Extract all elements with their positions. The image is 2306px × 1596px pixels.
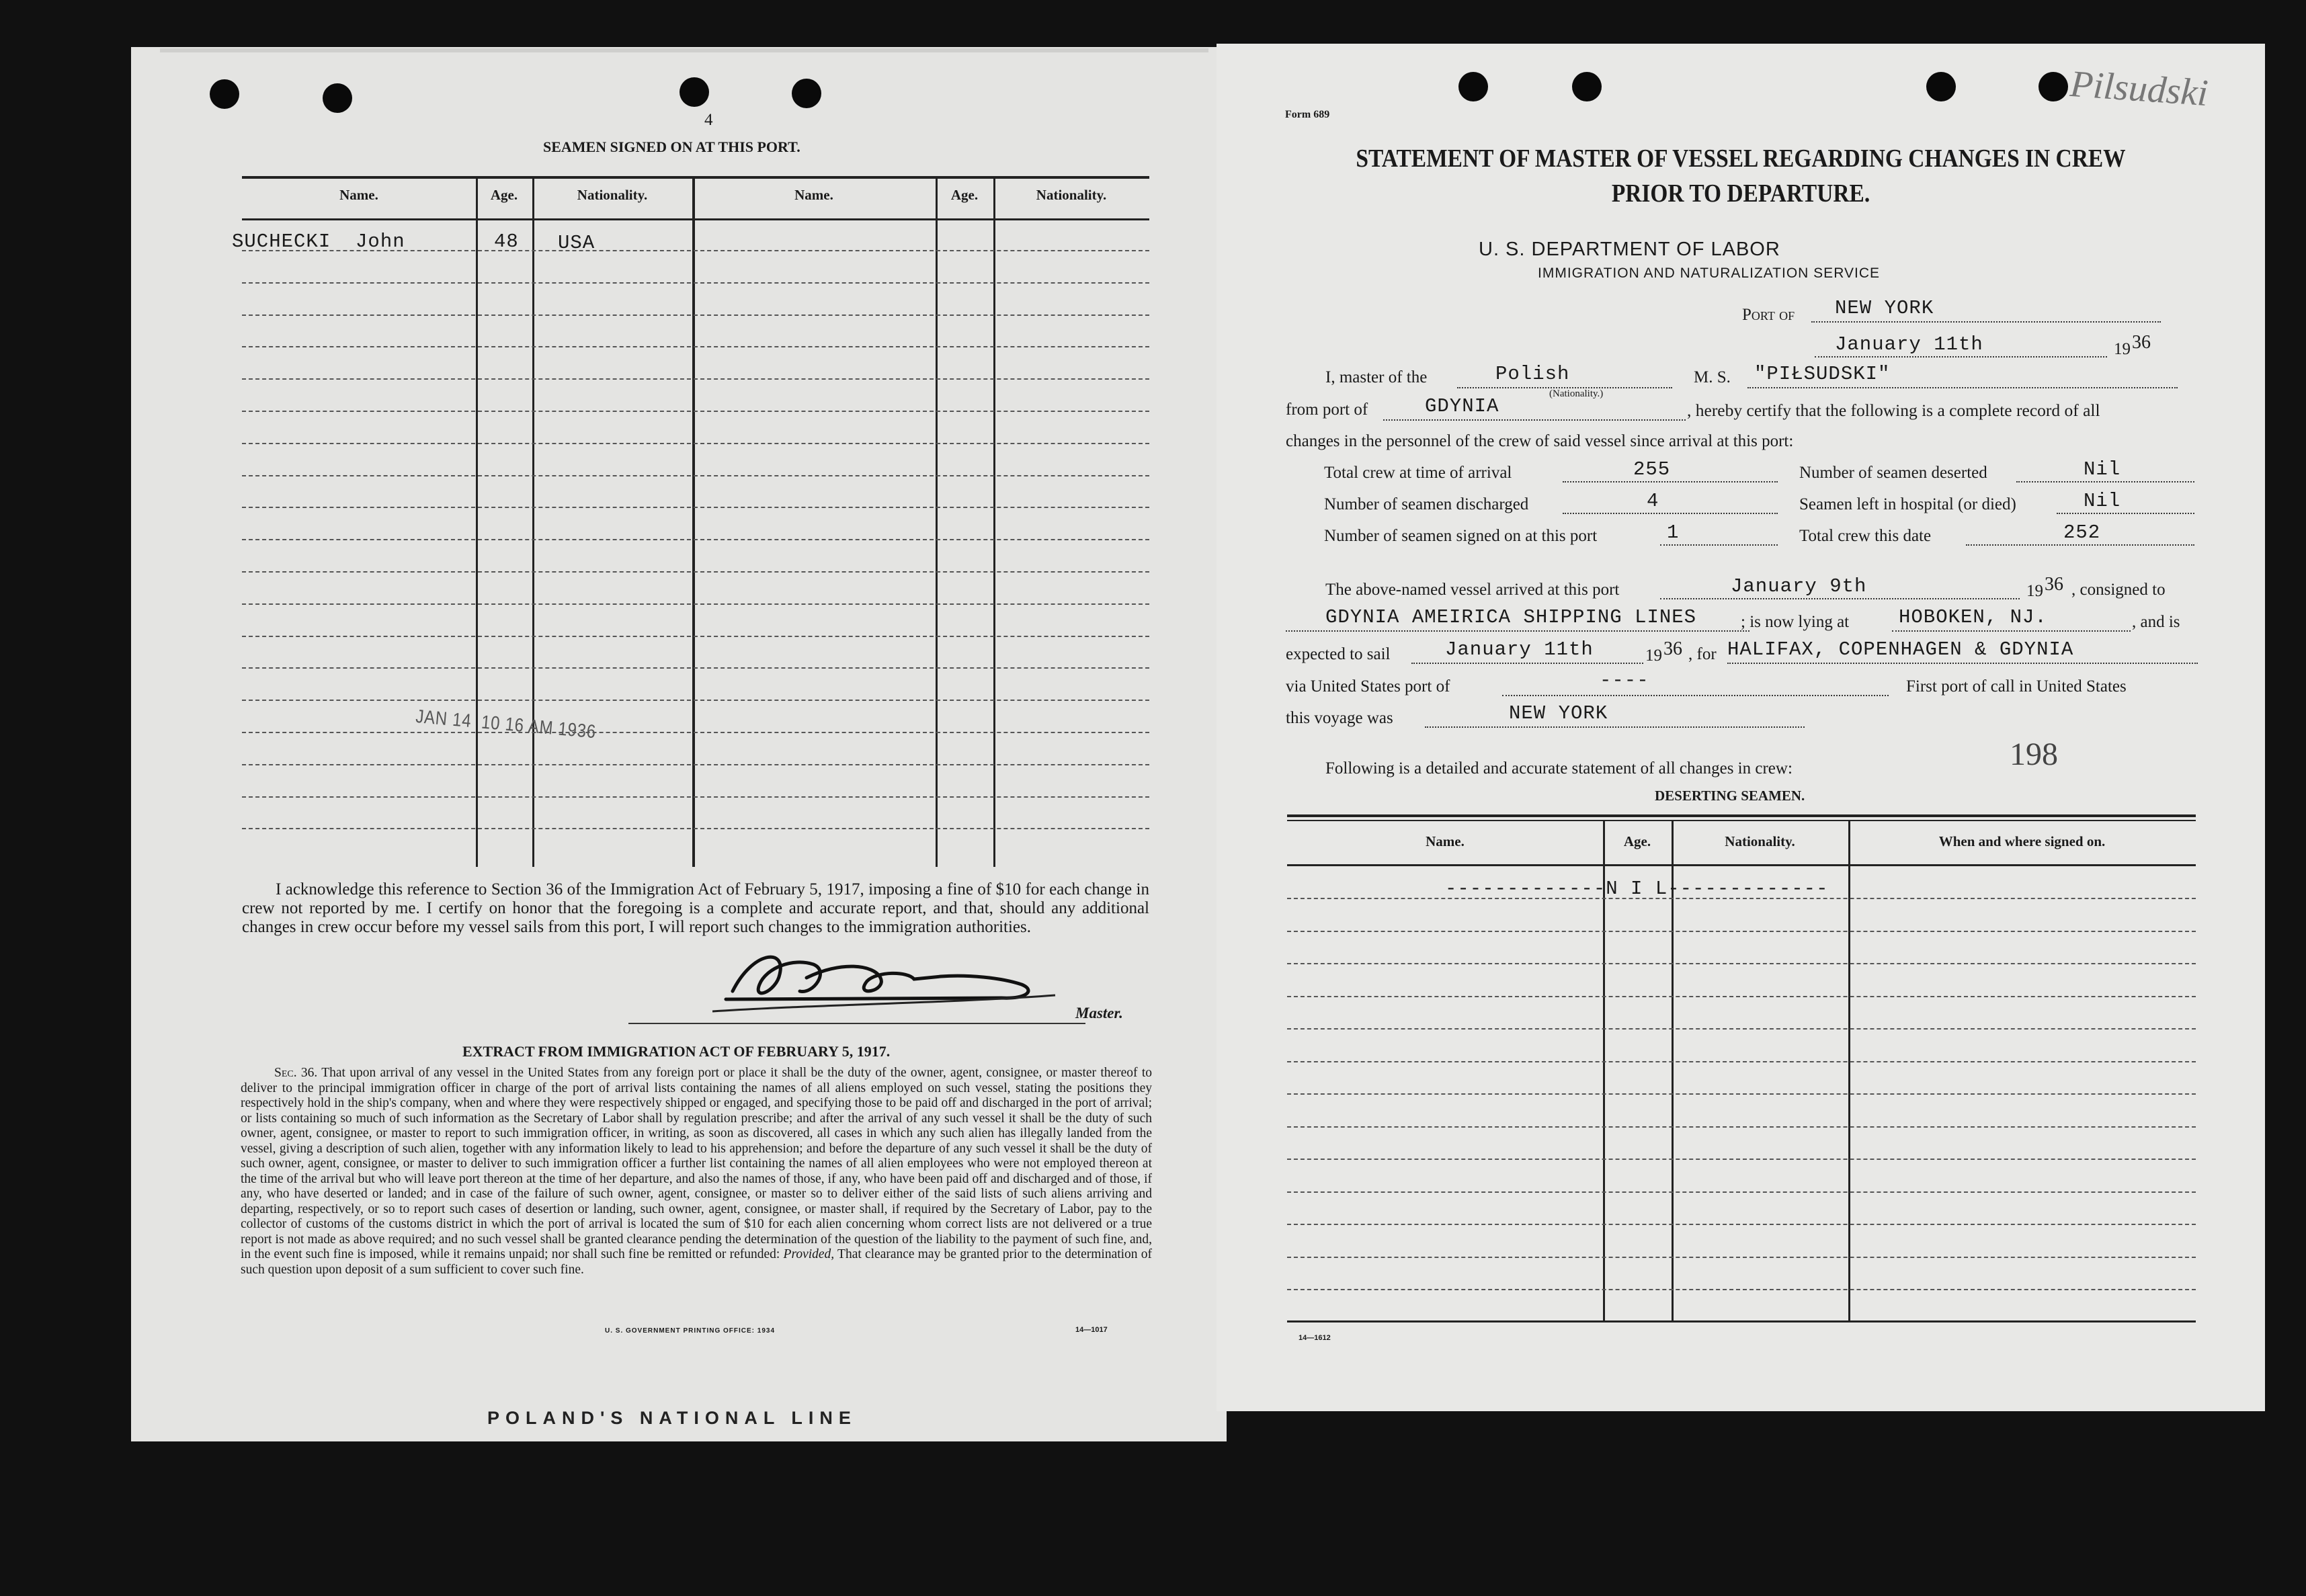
total-date-value: 252 [2063,521,2101,544]
for-label: , for [1688,645,1717,663]
column-divider [476,176,478,867]
date-value: January 11th [1835,333,1983,355]
master-of-label: I, master of the [1325,368,1428,386]
consigned-label: , consigned to [2071,581,2166,599]
table-row-line [1287,1224,2196,1225]
column-header-age: Age. [950,187,979,203]
table-top-rule [1287,814,2196,817]
voyage-value: NEW YORK [1509,702,1608,724]
total-arrival-label: Total crew at time of arrival [1324,464,1512,482]
form-title-line-1: STATEMENT OF MASTER OF VESSEL REGARDING CHANGES IN CREW [1356,144,2126,173]
extract-body: That upon arrival of any vessel in the United States from any foreign port or place it shall be the duty of the owner, agent, consignee, or master thereof to deliver to the principal immigration officer in charge of the port of arrival lists containing the names of all aliens employed on such vessel, stating the positions they respectively hold in the ship's company, when and where they were respectively shipped or engaged, and specifying those to be paid off and discharged in the port of arrival; or lists containing so much of such information as the Secretary of Labor shall by regulation prescribe; and after the arrival of any such vessel it shall be the duty of such owner, agent, consignee, or master to report to such immigration officer, in writing, as soon as discovered, all cases in which any such alien has illegally landed from the vessel, giving a description of such alien, together with any information likely to lead to his apprehension; and before the departure of any such vessel it shall be the duty of such owner, agent, consignee, or master to deliver to such immigration officer a further list containing the names of all alien employees who were not employed thereon at the time of the arrival but who will leave port thereon at the time of her departure, and also the names of those, if any, who have been paid off and discharged and of those, if any, who have deserted or landed; and in case of the failure of such owner, agent, consignee, or master so to deliver either of the said lists of such aliens arriving and departing, respectively, or so to report such cases of desertion or landing, such owner, agent, consignee, or master shall, if required by the Secretary of Labor, pay to the collector of customs of the customs district in which the port of arrival is located the sum of $10 for each alien concerning whom correct lists are not delivered or a true report is not made as above required; and no such vessel shall be granted clearance pending the determination of the question of the liability to the payment of such fine, and, in the event such fine is imposed, while it remains unpaid; nor shall such fine be remitted or refunded: [241,1066,1152,1261]
discharged-label: Number of seamen discharged [1324,495,1529,513]
master-label: Master. [1075,1005,1123,1021]
table-row-line [242,828,1149,829]
column-divider [692,176,695,867]
nationality-caption: (Nationality.) [1549,388,1604,399]
right-form-code: 14—1612 [1299,1334,1331,1342]
provided-label: Provided, [783,1247,835,1261]
punch-hole [680,77,709,107]
table-row-line [242,411,1149,412]
extract-tail: That clearance may be granted prior to the determination of such question upon deposit of a sum sufficient to cover such fine. [241,1247,1152,1277]
arrived-label: The above-named vessel arrived at this port [1325,581,1620,599]
table-row-line [242,603,1149,605]
consignee-value: GDYNIA AMEIRICA SHIPPING LINES [1325,606,1697,628]
left-page-title: SEAMEN SIGNED ON AT THIS PORT. [543,138,800,155]
column-divider [936,176,938,867]
table-row-line [242,314,1149,316]
table-row-line [242,443,1149,444]
handwritten-number: 198 [2010,737,2058,772]
handwritten-corner: Pilsudski [2069,62,2210,115]
sail-year-prefix: 19 [1645,646,1662,665]
table-row-line [242,378,1149,380]
vessel-name: "PIŁSUDSKI" [1754,363,1891,385]
voyage-label: this voyage was [1286,709,1393,727]
deserting-title: DESERTING SEAMEN. [1655,788,1805,804]
crew-name: SUCHECKI John [232,230,405,253]
port-value: NEW YORK [1835,297,1934,319]
punch-hole [1926,72,1956,101]
table-top-rule [242,176,1149,179]
signature-line [628,1023,1085,1024]
paper-edge [160,48,1208,52]
extract-title: EXTRACT FROM IMMIGRATION ACT OF FEBRUARY 5, 1917. [462,1043,891,1060]
lying-label: ; is now lying at [1741,613,1850,631]
destination-value: HALIFAX, COPENHAGEN & GDYNIA [1727,638,2074,661]
year-prefix: 19 [2114,340,2131,358]
table-row-line [1287,1126,2196,1128]
punch-hole [323,83,352,113]
deserted-value: Nil [2084,458,2121,480]
arrived-value: January 9th [1731,575,1867,597]
and-is-label: , and is [2132,613,2180,631]
following-label: Following is a detailed and accurate statement of all changes in crew: [1325,759,1793,778]
table-row-line [1287,931,2196,932]
nil-entry: -------------N I L------------- [1445,878,1829,900]
printer-line: U. S. GOVERNMENT PRINTING OFFICE: 1934 [605,1327,776,1335]
column-header-name: Name. [1426,833,1465,849]
table-row-line [242,507,1149,508]
table-row-line [1287,1159,2196,1160]
punch-hole [2039,72,2068,101]
column-header-when-where: When and where signed on. [1938,833,2106,849]
from-port-label: from port of [1286,401,1368,419]
sail-value: January 11th [1445,638,1594,661]
expected-label: expected to sail [1286,645,1391,663]
first-port-label: First port of call in United States [1906,677,2127,696]
form-title [1291,141,2190,211]
arrived-year-value: 36 [2045,574,2063,595]
signed-on-label: Number of seamen signed on at this port [1324,527,1598,545]
table-row-line [242,636,1149,637]
table-row-line [1287,1289,2196,1290]
form-title-line-2: PRIOR TO DEPARTURE. [1611,179,1870,208]
lying-value: HOBOKEN, NJ. [1899,606,2047,628]
table-row-line [242,571,1149,573]
column-header-name: Name. [794,187,833,203]
column-header-name: Name. [339,187,378,203]
column-header-nationality: Nationality. [577,187,648,203]
total-date-label: Total crew this date [1799,527,1932,545]
year-value: 36 [2132,332,2151,353]
column-divider [1848,820,1850,1320]
port-label: Port of [1742,306,1795,324]
certify-text: , hereby certify that the following is a complete record of all [1687,401,2100,420]
form-number: Form 689 [1285,109,1330,120]
discharged-value: 4 [1647,490,1659,512]
table-row-line [242,700,1149,701]
footer-band: POLAND'S NATIONAL LINE [487,1408,857,1428]
arrived-year-prefix: 19 [2026,582,2043,600]
column-header-nationality: Nationality. [1725,833,1795,849]
left-form-code: 14—1017 [1075,1326,1108,1334]
table-row-line [242,475,1149,476]
vessel-prefix: M. S. [1694,368,1731,386]
table-header-rule [242,218,1149,220]
extract-text [241,1066,1152,1277]
table-row-line [242,667,1149,669]
column-divider [993,176,995,867]
punch-hole [210,79,239,109]
page-number: 4 [704,111,713,129]
table-row-line [1287,996,2196,997]
deserted-label: Number of seamen deserted [1799,464,1987,482]
table-row-line [242,539,1149,540]
table-row-line [242,346,1149,347]
crew-nationality: USA [558,232,595,254]
acknowledgment-text: I acknowledge this reference to Section 36 of the Immigration Act of February 5, 1917, imposing a fine of $10 for each change in crew not reported by me. I certify on honor that the foregoing is a complete and accurate report, and that, should any additional changes in crew occur before my vessel sails from this port, I will report such changes to the immigration authorities. [242,880,1149,936]
master-signature [712,937,1062,1018]
signed-on-value: 1 [1667,521,1680,544]
punch-hole [1572,72,1602,101]
table-row-line [1287,1028,2196,1030]
punch-hole [1458,72,1488,101]
hospital-label: Seamen left in hospital (or died) [1799,495,2016,513]
changes-text: changes in the personnel of the crew of said vessel since arrival at this port: [1286,432,1794,450]
service: IMMIGRATION AND NATURALIZATION SERVICE [1538,265,1880,281]
column-header-age: Age. [490,187,518,203]
column-header-nationality: Nationality. [1036,187,1107,203]
table-row-line [1287,1093,2196,1095]
table-header-rule [1287,864,2196,866]
column-header-age: Age. [1623,833,1651,849]
table-row-line [242,282,1149,284]
punch-hole [792,79,821,108]
date-stamp: JAN 14 10 16 AM 1936 [415,706,598,743]
from-port-value: GDYNIA [1425,395,1499,417]
table-row-line [1287,1061,2196,1062]
table-row-line [1287,963,2196,964]
table-row-line [242,796,1149,798]
table-row-line [1287,1191,2196,1193]
nationality-value: Polish [1495,363,1570,385]
total-arrival-value: 255 [1633,458,1671,480]
via-value: ---- [1600,669,1649,691]
hospital-value: Nil [2084,490,2121,512]
table-row-line [242,732,1149,733]
section-label: Sec. 36. [274,1066,318,1080]
table-bottom-rule [1287,1320,2196,1322]
via-label: via United States port of [1286,677,1450,696]
sail-year-value: 36 [1663,638,1682,659]
crew-age: 48 [494,230,519,253]
column-divider [532,176,534,867]
department: U. S. DEPARTMENT OF LABOR [1479,239,1780,260]
table-row-line [242,764,1149,765]
table-row-line [1287,1257,2196,1258]
